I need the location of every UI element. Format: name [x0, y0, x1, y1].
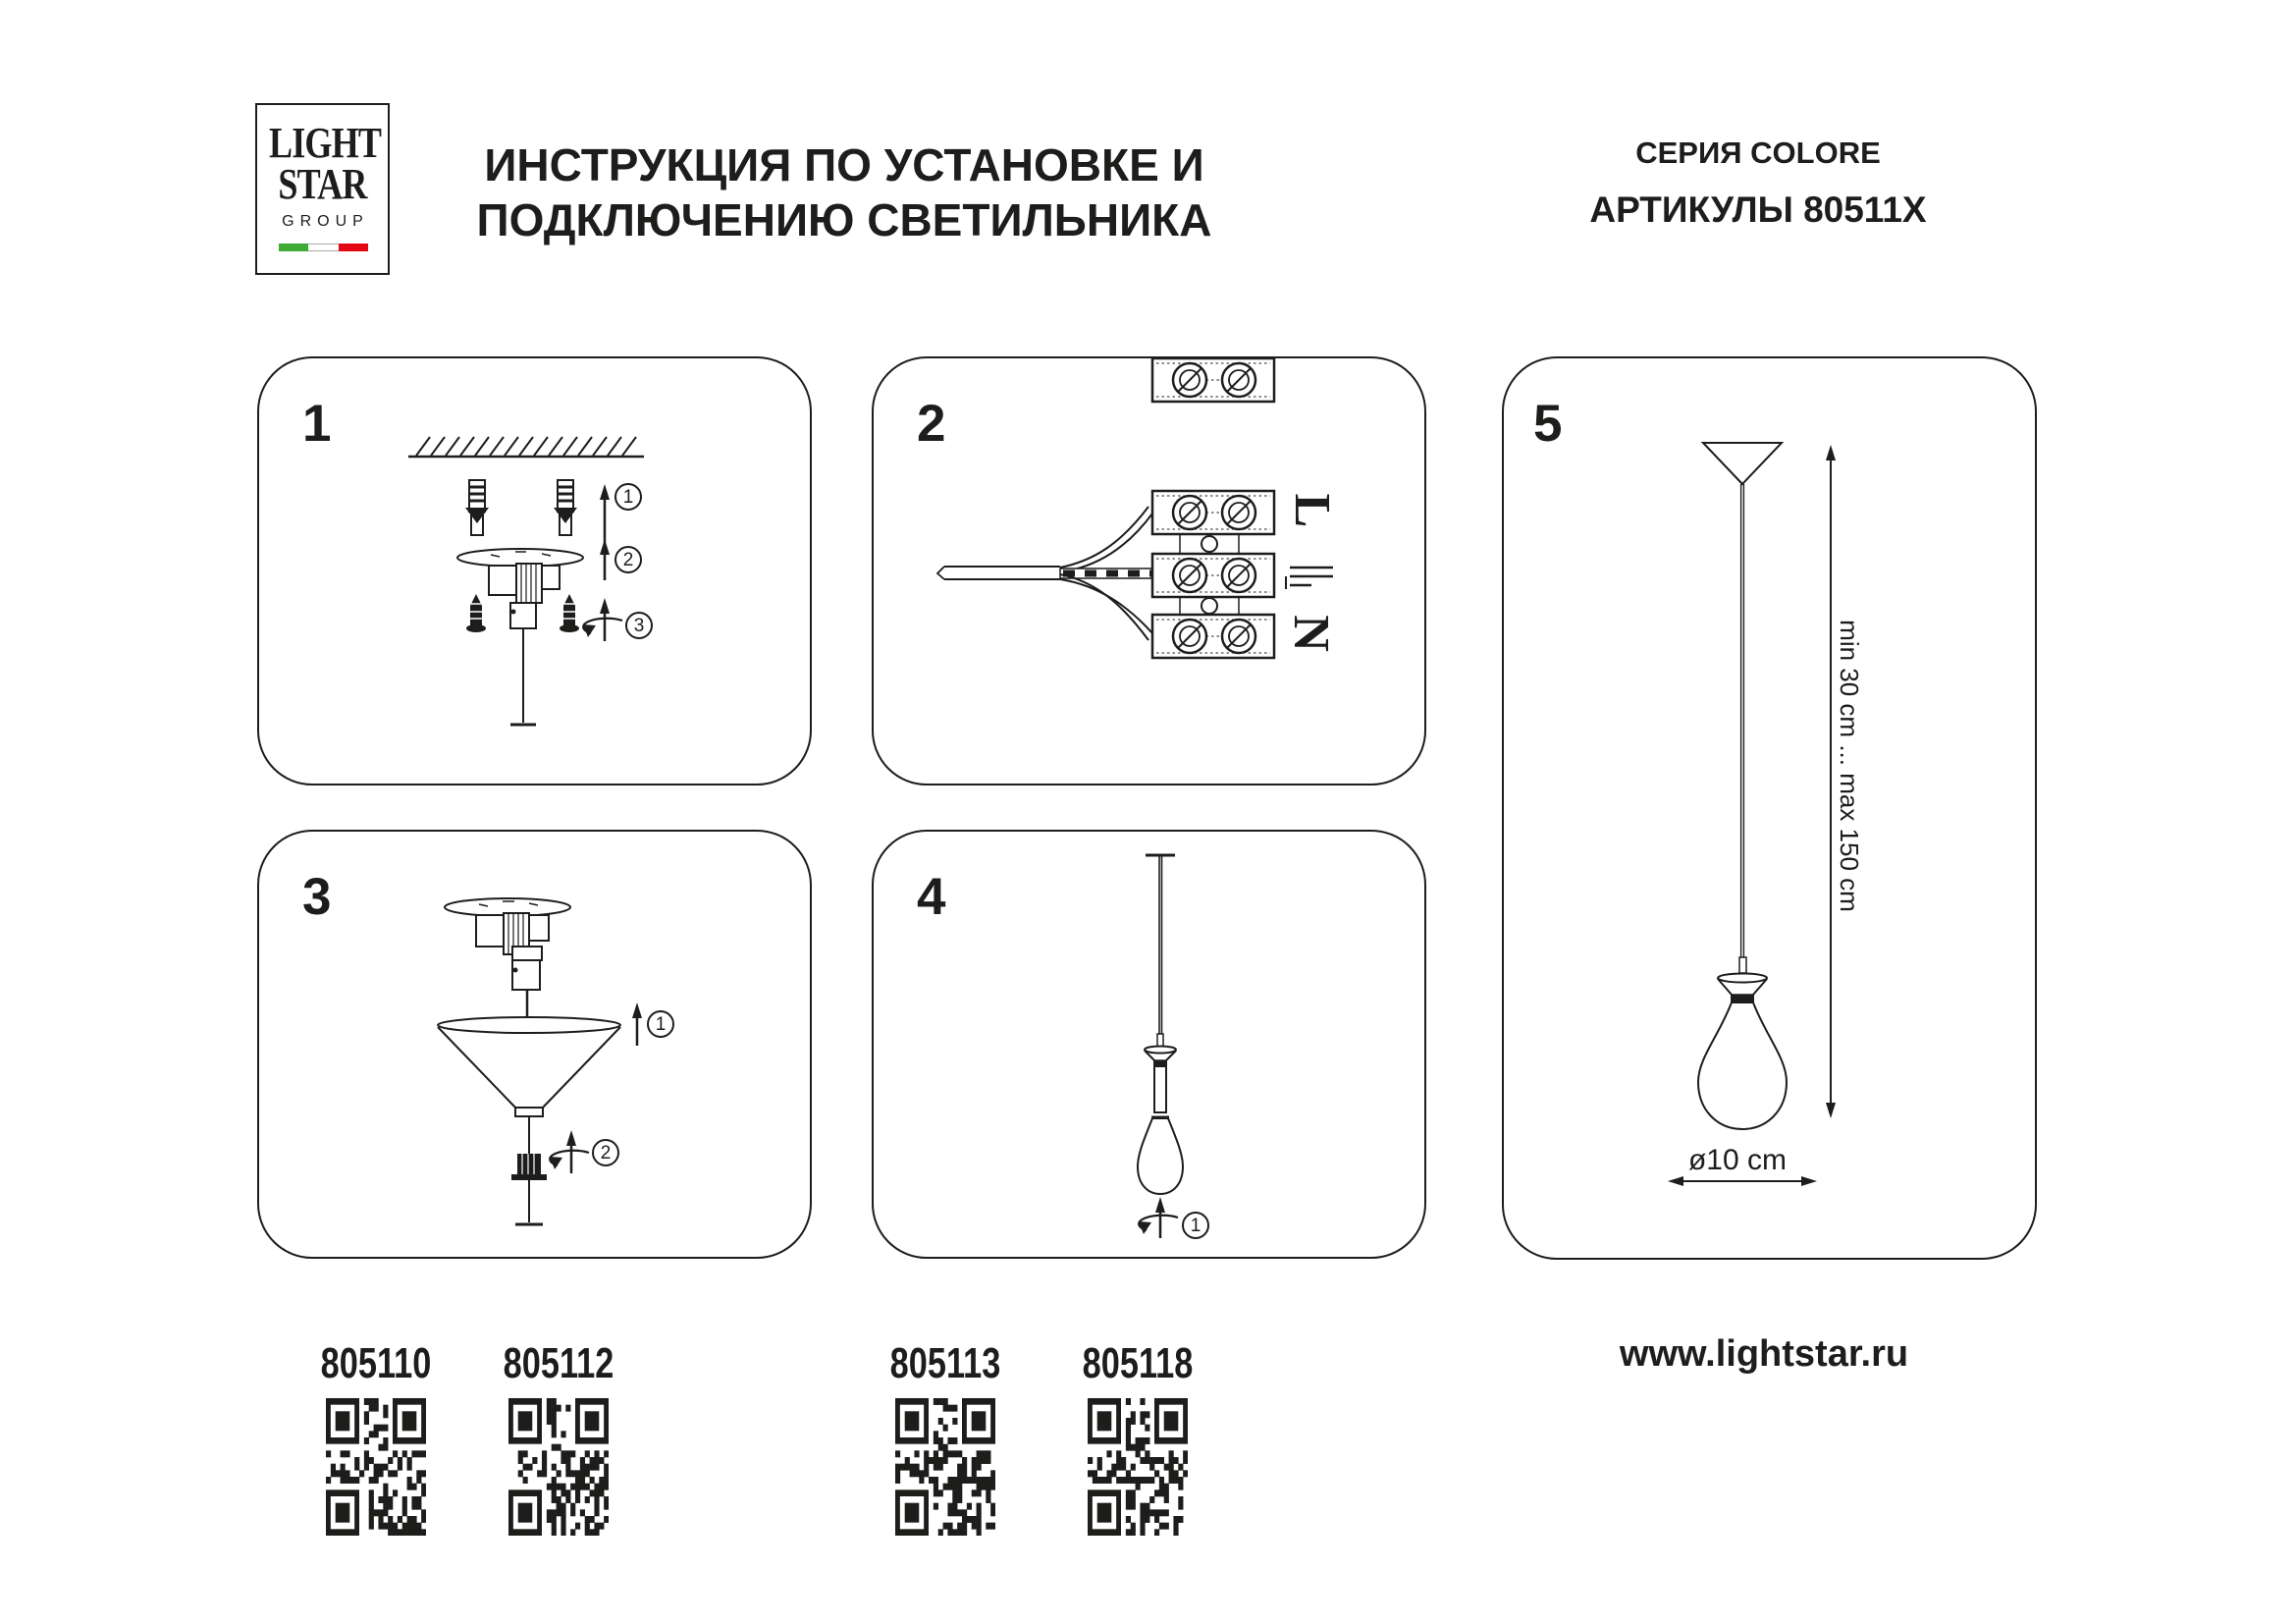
article-code-3: 805113 — [889, 1339, 1001, 1387]
article-code-2: 805112 — [503, 1339, 614, 1387]
logo-light: LIGHT — [268, 119, 382, 167]
live-label: L — [1284, 493, 1341, 528]
step1-marker-1: 1 — [614, 483, 642, 511]
step3-drawing — [259, 832, 814, 1261]
step-panel-5 — [1502, 356, 2037, 1260]
step1-marker-2: 2 — [614, 546, 642, 573]
step-panel-3 — [257, 830, 812, 1259]
step-panel-2 — [872, 356, 1426, 785]
ceiling-cup — [1703, 443, 1782, 484]
diameter-dimension-arrow — [1668, 1176, 1817, 1186]
step-number-1: 1 — [302, 395, 332, 453]
article-code-1: 805110 — [320, 1339, 432, 1387]
step3-marker-2: 2 — [592, 1139, 619, 1166]
neutral-label: N — [1283, 615, 1340, 652]
step4-drawing — [874, 832, 1428, 1261]
series-label: СЕРИЯ COLORE — [1635, 135, 1881, 170]
qr-code-3 — [895, 1398, 995, 1536]
step5-drawing — [1504, 358, 2039, 1262]
logo-group: GROUP — [282, 213, 369, 230]
articles-heading: АРТИКУЛЫ 80511X — [1589, 189, 1927, 230]
step2-drawing — [874, 358, 1428, 787]
italy-flag-icon — [279, 244, 368, 251]
step-number-5: 5 — [1533, 395, 1563, 453]
page-title — [412, 137, 1276, 247]
flag-green — [279, 244, 308, 251]
step-number-4: 4 — [917, 868, 946, 926]
title-line-2: ПОДКЛЮЧЕНИЮ СВЕТИЛЬНИКА — [476, 194, 1212, 245]
rotate-arrow-icon — [583, 598, 622, 641]
logo-star: STAR — [278, 160, 367, 208]
canopy-drawing — [445, 898, 570, 1017]
earth-symbol — [1286, 568, 1333, 589]
website-label: www.lightstar.ru — [1619, 1333, 1909, 1375]
canopy-drawing — [457, 549, 583, 725]
step4-marker-1: 1 — [1182, 1212, 1209, 1239]
cone-shade-drawing — [438, 1017, 620, 1116]
pendant-drawing — [1138, 1034, 1183, 1194]
terminal-block-drawing — [1152, 358, 1274, 658]
pendant-drawing — [1698, 957, 1787, 1129]
qr-code-4 — [1088, 1398, 1188, 1536]
wire-live — [1060, 507, 1152, 572]
wire-neutral — [1060, 574, 1152, 640]
qr-code-2 — [508, 1398, 609, 1536]
flag-red — [339, 244, 368, 251]
qr-code-1 — [326, 1398, 426, 1536]
suspension-rod — [1159, 855, 1162, 1034]
rotate-arrow-icon — [550, 1130, 589, 1173]
title-line-1: ИНСТРУКЦИЯ ПО УСТАНОВКЕ И — [484, 139, 1204, 190]
lock-nut — [511, 1154, 547, 1180]
ceiling-hatch-icon — [416, 437, 636, 456]
flag-white — [308, 244, 338, 251]
screw-icon — [466, 594, 486, 632]
step1-drawing — [259, 358, 814, 787]
suspension-cable — [1741, 484, 1744, 959]
wall-anchor-icon — [465, 480, 489, 535]
step3-marker-1: 1 — [647, 1010, 674, 1038]
article-code-4: 805118 — [1082, 1339, 1194, 1387]
mains-cable — [937, 567, 1060, 579]
rotate-arrow-icon — [1139, 1197, 1178, 1238]
lightstar-logo — [255, 103, 390, 275]
wire-earth-striped — [1060, 568, 1152, 578]
step-number-2: 2 — [917, 395, 946, 453]
step1-marker-3: 3 — [625, 612, 653, 639]
step-panel-4 — [872, 830, 1426, 1259]
height-range-label: min 30 cm ... max 150 cm — [1835, 620, 1864, 912]
step-panel-1 — [257, 356, 812, 785]
step-number-3: 3 — [302, 868, 332, 926]
diameter-label: ø10 cm — [1687, 1144, 1788, 1176]
